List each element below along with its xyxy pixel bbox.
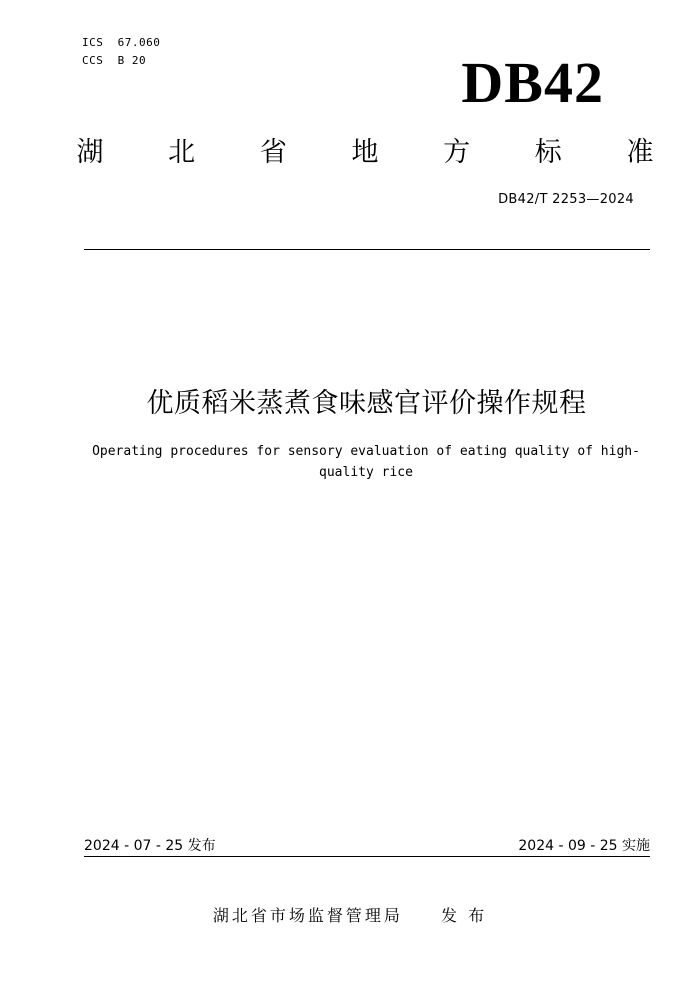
standard-category	[70, 136, 660, 170]
issuer-action: 发 布	[441, 906, 488, 925]
standard-number: DB42/T 2253—2024	[498, 192, 634, 207]
publish-date: 2024 - 07 - 25 发布	[84, 838, 216, 854]
category-char: 方	[443, 137, 471, 168]
issuer	[0, 903, 700, 926]
category-char: 标	[534, 137, 562, 168]
category-char: 省	[259, 137, 287, 168]
category-char: 湖	[76, 137, 104, 168]
bottom-divider	[84, 856, 650, 857]
category-char: 北	[168, 137, 196, 168]
category-char: 准	[626, 137, 654, 168]
title-chinese: 优质稻米蒸煮食味感官评价操作规程	[146, 388, 587, 419]
title-english: Operating procedures for sensory evaluation of eating quality of high-quality rice	[92, 444, 640, 480]
issuer-name: 湖北省市场监督管理局	[212, 906, 403, 925]
top-divider	[84, 249, 650, 250]
ccs-code: CCS B 20	[82, 54, 147, 67]
implementation-date: 2024 - 09 - 25 实施	[518, 838, 650, 854]
category-char: 地	[351, 137, 379, 168]
ics-code: ICS 67.060	[82, 36, 161, 49]
standard-code-logo: DB42	[461, 50, 604, 115]
